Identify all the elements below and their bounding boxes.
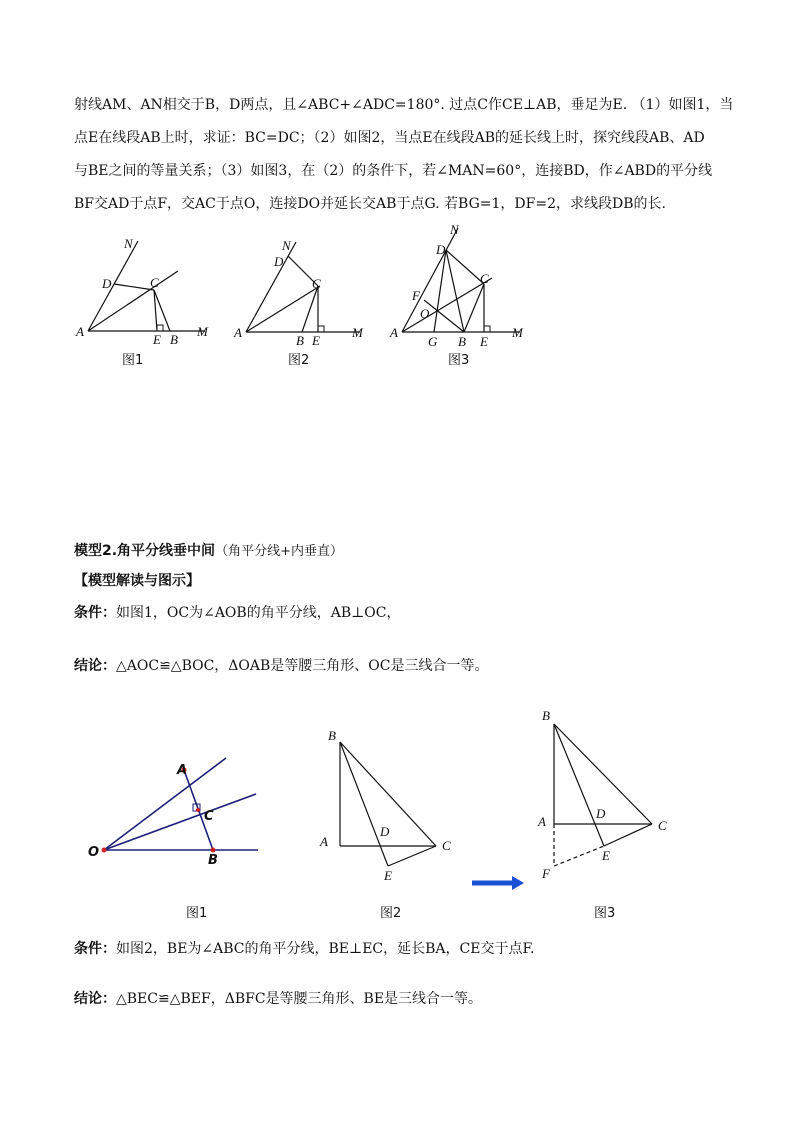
condition-1-label: 条件： <box>74 605 116 621</box>
label-M: M <box>197 324 208 339</box>
label-N: N <box>450 222 459 237</box>
label-B: B <box>170 332 178 347</box>
top-figure-2 <box>228 230 378 350</box>
bottom-figure-1-caption: 图1 <box>186 906 208 921</box>
label-B: B <box>542 708 550 723</box>
bottom-figure-3 <box>530 706 680 886</box>
label-E: E <box>312 333 320 348</box>
condition-1 <box>74 602 400 622</box>
label-B: B <box>458 334 466 349</box>
condition-2-text: 如图2，BE为∠ABC的角平分线，BE⊥EC，延长BA，CE交于点F. <box>116 941 535 957</box>
bottom-figure-3-caption: 图3 <box>594 906 616 921</box>
bottom-figure-1 <box>86 748 266 868</box>
conclusion-2-label: 结论： <box>74 991 116 1007</box>
model-title: 模型2.角平分线垂中间 <box>74 543 216 559</box>
problem-line-4: BF交AD于点F，交AC于点O，连接DO并延长交AB于点G. 若BG=1，DF=2，求线段DB的长. <box>74 196 666 212</box>
label-A: A <box>177 763 188 778</box>
label-E: E <box>384 868 392 883</box>
label-C: C <box>150 275 159 290</box>
section-heading: 【模型解读与图示】 <box>74 573 200 589</box>
arrow-icon <box>470 873 526 893</box>
label-D: D <box>596 806 606 821</box>
label-M: M <box>352 325 363 340</box>
label-D: D <box>436 242 446 257</box>
label-E: E <box>153 332 161 347</box>
label-C: C <box>658 818 667 833</box>
label-A: A <box>76 324 84 339</box>
label-A: A <box>538 814 546 829</box>
label-O: O <box>88 845 100 860</box>
problem-line-2: 点E在线段AB上时，求证：BC=DC；（2）如图2，当点E在线段AB的延长线上时，探究线段AB、AD <box>74 130 705 146</box>
bottom-figure-2 <box>316 724 466 884</box>
label-O: O <box>420 306 430 321</box>
label-C: C <box>442 838 451 853</box>
label-C: C <box>480 271 489 286</box>
label-M: M <box>512 325 523 340</box>
condition-2-label: 条件： <box>74 941 116 957</box>
label-N: N <box>124 236 133 251</box>
model-title-note: （角平分线+内垂直） <box>215 544 343 559</box>
conclusion-1-label: 结论： <box>74 658 116 674</box>
label-B: B <box>208 853 218 868</box>
top-figure-1 <box>70 230 220 350</box>
conclusion-1-text: △AOC≌△BOC，ΔOAB是等腰三角形、OC是三线合一等。 <box>116 658 489 674</box>
label-C: C <box>312 276 321 291</box>
label-A: A <box>234 325 242 340</box>
model-title-row <box>74 540 343 560</box>
top-figure-3 <box>388 222 538 350</box>
label-A: A <box>320 834 328 849</box>
label-B: B <box>296 333 304 348</box>
label-D: D <box>274 254 284 269</box>
label-B: B <box>328 728 336 743</box>
label-C: C <box>204 809 214 824</box>
label-A: A <box>390 325 398 340</box>
top-figure-2-caption: 图2 <box>288 353 310 368</box>
condition-2 <box>74 938 534 958</box>
label-D: D <box>102 276 112 291</box>
conclusion-2 <box>74 988 482 1008</box>
label-E: E <box>480 334 488 349</box>
label-F: F <box>412 288 420 303</box>
problem-line-1: 射线AM、AN相交于B，D两点，且∠ABC+∠ADC=180°. 过点C作CE⊥AB，垂足为E. （1）如图1，当 <box>74 97 734 113</box>
label-E: E <box>602 848 610 863</box>
condition-1-text: 如图1，OC为∠AOB的角平分线，AB⊥OC， <box>116 605 401 621</box>
label-G: G <box>428 334 438 349</box>
conclusion-1 <box>74 655 488 675</box>
label-D: D <box>380 824 390 839</box>
label-F: F <box>542 866 550 881</box>
top-figure-1-caption: 图1 <box>122 353 144 368</box>
top-figure-3-caption: 图3 <box>448 353 470 368</box>
label-N: N <box>282 238 291 253</box>
problem-line-3: 与BE之间的等量关系；（3）如图3，在（2）的条件下，若∠MAN=60°，连接BD，作∠ABD的平分线 <box>74 163 713 179</box>
conclusion-2-text: △BEC≌△BEF，ΔBFC是等腰三角形、BE是三线合一等。 <box>116 991 483 1007</box>
bottom-figure-2-caption: 图2 <box>380 906 402 921</box>
